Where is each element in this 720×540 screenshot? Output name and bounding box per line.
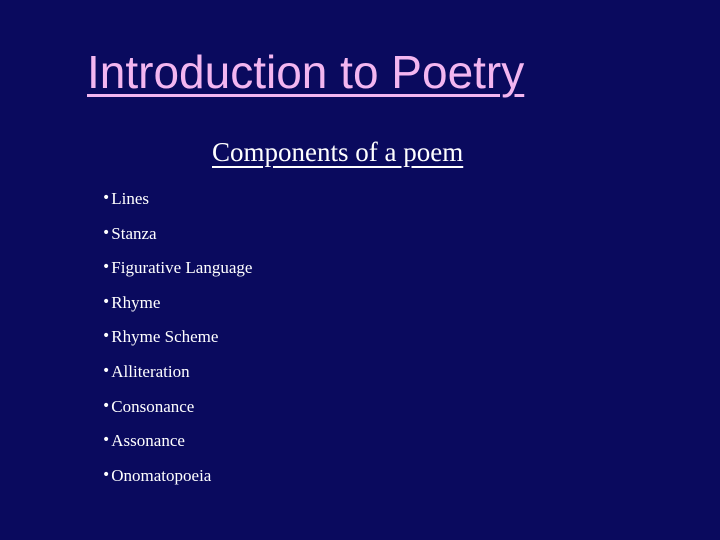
bullet-icon: •: [102, 328, 111, 345]
bullet-list: [102, 185, 252, 496]
slide-subtitle: Components of a poem: [212, 137, 464, 167]
bullet-icon: •: [102, 224, 111, 241]
bullet-icon: •: [102, 190, 111, 206]
bullet-item-stanza: [102, 220, 252, 255]
bullet-icon: •: [102, 362, 111, 379]
bullet-text: Consonance: [111, 396, 195, 416]
bullet-text: Lines: [111, 189, 150, 208]
bullet-item-figurative-language: [102, 254, 252, 289]
bullet-text: Rhyme: [111, 292, 161, 312]
bullet-item-onomatopoeia: [102, 462, 252, 497]
bullet-text: Alliteration: [111, 361, 190, 381]
bullet-item-assonance: [102, 427, 252, 462]
bullet-icon: •: [102, 259, 111, 276]
bullet-item-rhyme-scheme: [102, 323, 252, 358]
bullet-icon: •: [102, 432, 111, 449]
bullet-text: Stanza: [111, 223, 157, 243]
bullet-text: Onomatopoeia: [111, 465, 212, 485]
bullet-icon: •: [102, 466, 111, 483]
bullet-text: Figurative Language: [111, 258, 253, 278]
bullet-icon: •: [102, 293, 111, 310]
bullet-icon: •: [102, 397, 111, 414]
bullet-item-consonance: [102, 393, 252, 428]
bullet-text: Rhyme Scheme: [111, 327, 219, 347]
bullet-item-rhyme: [102, 289, 252, 324]
bullet-item-lines: [102, 185, 252, 220]
bullet-text: Assonance: [111, 431, 185, 451]
slide-title: Introduction to Poetry: [87, 46, 525, 98]
bullet-item-alliteration: [102, 358, 252, 393]
